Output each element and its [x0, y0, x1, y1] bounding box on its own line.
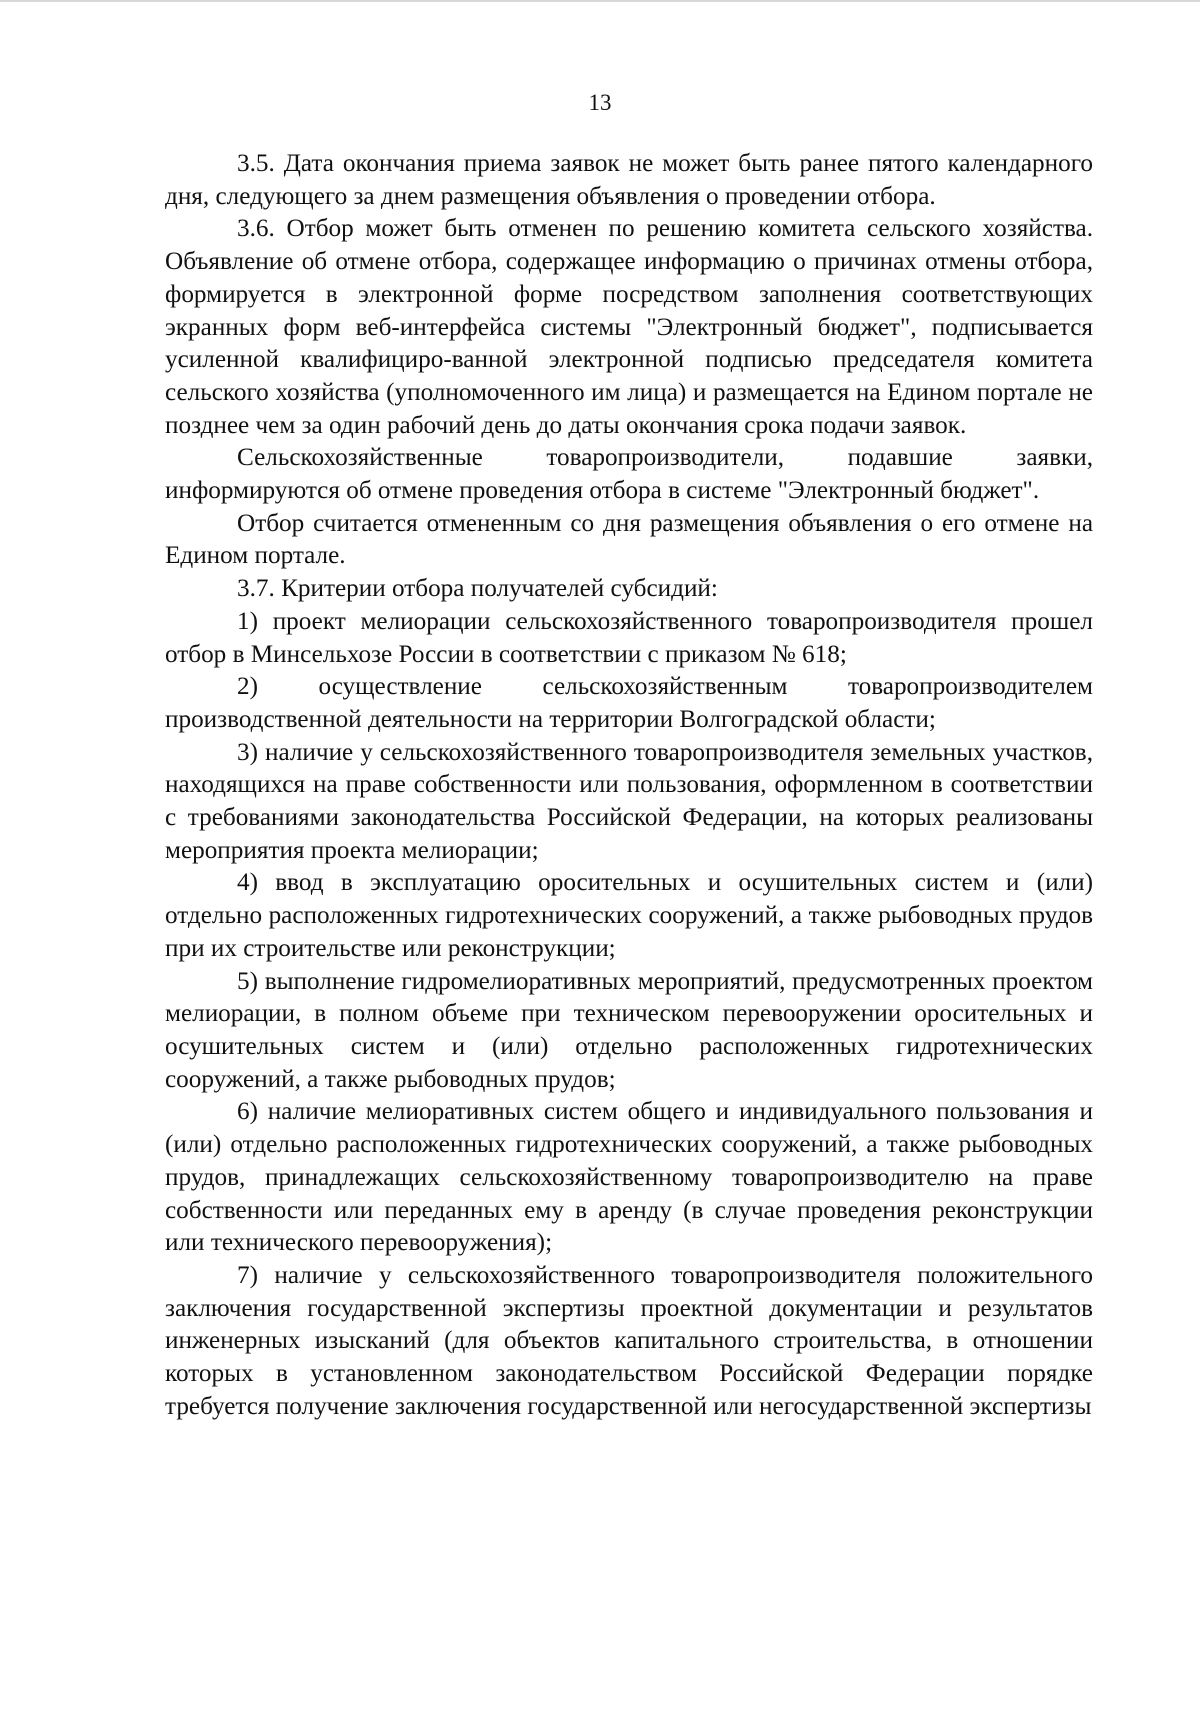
page-number: 13 — [588, 90, 612, 115]
document-body — [165, 148, 1093, 1423]
paragraph-3-6: 3.6. Отбор может быть отменен по решению комитета сельского хозяйства. Объявление об отмене отбора, содержащее информацию о причинах отмены отбора, формируется в электронной форме посредством заполнения соответствующих экранных форм веб-интерфейса системы "Электронный бюджет", подписывается усиленной квалифициро-ванной электронной подписью председателя комитета сельского хозяйства (уполномоченного им лица) и размещается на Едином портале не позднее чем за один рабочий день до даты окончания срока подачи заявок. — [165, 215, 1093, 439]
paragraph-3-7: 3.7. Критерии отбора получателей субсидий: — [237, 575, 718, 603]
criterion-5: 5) выполнение гидромелиоративных мероприятий, предусмотренных проектом мелиорации, в полном объеме при техническом перевооружении оросительных и осушительных систем и (или) отдельно расположенных гидротехнических сооружений, а также рыбоводных прудов; — [165, 967, 1093, 1093]
paragraph-3-5: 3.5. Дата окончания приема заявок не может быть ранее пятого календарного дня, следующего за днем размещения объявления о проведении отбора. — [165, 150, 1093, 210]
criterion-2: 2) осуществление сельскохозяйственным товаропроизводителем производственной деятельности на территории Волгоградской области; — [165, 673, 1093, 733]
paragraph-selection-cancelled: Отбор считается отмененным со дня размещения объявления о его отмене на Едином портале. — [165, 509, 1093, 570]
criterion-7: 7) наличие у сельскохозяйственного товаропроизводителя положительного заключения государственной экспертизы проектной документации и результатов инженерных изысканий (для объектов капитального строительства, в отношении которых в установленном законодательством Российской Федерации порядке требуется получение заключения государственной или негосударственной экспертизы — [165, 1261, 1093, 1420]
paragraph-producers-informed: Сельскохозяйственные товаропроизводители, подавшие заявки, информируются об отмене проведения отбора в системе "Электронный бюджет". — [165, 444, 1093, 505]
scan-edge — [0, 0, 1200, 2]
criterion-4: 4) ввод в эксплуатацию оросительных и осушительных систем и (или) отдельно расположенных гидротехнических сооружений, а также рыбоводных прудов при их строительстве или реконструкции; — [165, 869, 1093, 962]
criterion-1: 1) проект мелиорации сельскохозяйственного товаропроизводителя прошел отбор в Минсельхозе России в соответствии с приказом № 618; — [165, 607, 1093, 668]
criterion-6: 6) наличие мелиоративных систем общего и индивидуального пользования и (или) отдельно расположенных гидротехнических сооружений, а также рыбоводных прудов, принадлежащих сельскохозяйственному товаропроизводителю на праве собственности или переданных ему в аренду (в случае проведения реконструкции или технического перевооружения); — [165, 1098, 1093, 1257]
criterion-3: 3) наличие у сельскохозяйственного товаропроизводителя земельных участков, находящихся на праве собственности или пользования, оформленном в соответствии с требованиями законодательства Российской Федерации, на которых реализованы мероприятия проекта мелиорации; — [165, 738, 1093, 864]
